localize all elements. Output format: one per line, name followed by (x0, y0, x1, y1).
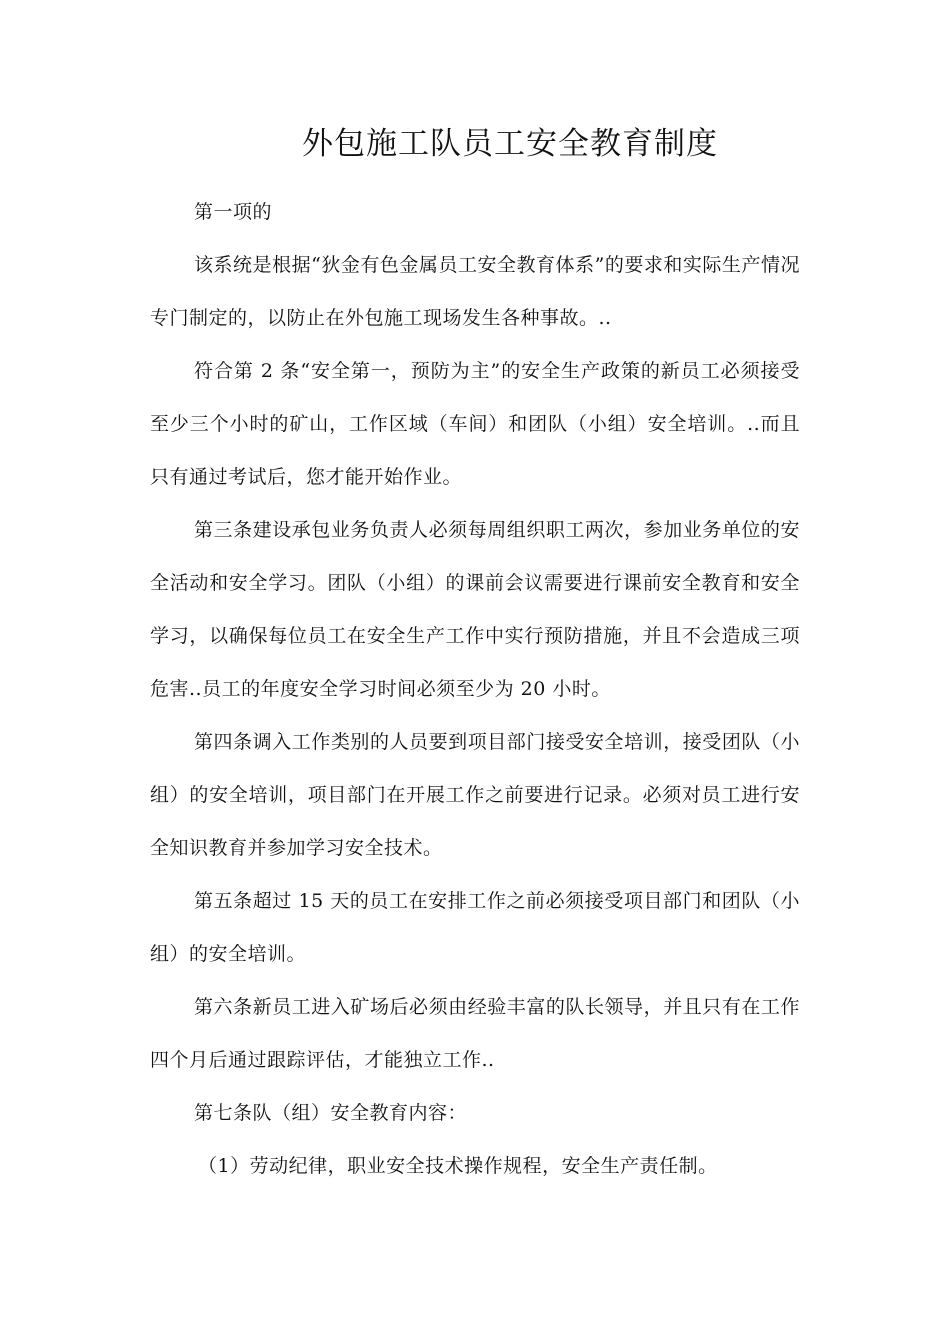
paragraph-article-7: 第七条队（组）安全教育内容： (194, 1102, 468, 1124)
paragraph-article-1-heading: 第一项的 (194, 201, 273, 223)
paragraph-article-2: 符合第 2 条“安全第一，预防为主”的安全生产政策的新员工必须接受至少三个小时的矿山，工作区域（车间）和团队（小组）安全培训。..而且只有通过考试后，您才能开始作业。 (150, 360, 800, 488)
paragraph-purpose: 该系统是根据“狄金有色金属员工安全教育体系”的要求和实际生产情况专门制定的，以防止在外包施工现场发生各种事故。.. (150, 254, 800, 329)
paragraph-item-1: （1）劳动纪律，职业安全技术操作规程，安全生产责任制。 (198, 1155, 718, 1177)
paragraph-article-4: 第四条调入工作类别的人员要到项目部门接受安全培训，接受团队（小组）的安全培训，项目部门在开展工作之前要进行记录。必须对员工进行安全知识教育并参加学习安全技术。 (150, 731, 800, 859)
paragraph-article-5: 第五条超过 15 天的员工在安排工作之前必须接受项目部门和团队（小组）的安全培训。 (150, 890, 800, 965)
paragraph-article-3: 第三条建设承包业务负责人必须每周组织职工两次，参加业务单位的安全活动和安全学习。团队（小组）的课前会议需要进行课前安全教育和安全学习，以确保每位员工在安全生产工作中实行预防措施，并且不会造成三项危害..员工的年度安全学习时间必须至少为 20 小时。 (150, 519, 800, 700)
document-title: 外包施工队员工安全教育制度 (302, 126, 718, 162)
paragraph-article-6: 第六条新员工进入矿场后必须由经验丰富的队长领导，并且只有在工作四个月后通过跟踪评估，才能独立工作.. (150, 996, 800, 1071)
document-body (150, 186, 800, 1193)
